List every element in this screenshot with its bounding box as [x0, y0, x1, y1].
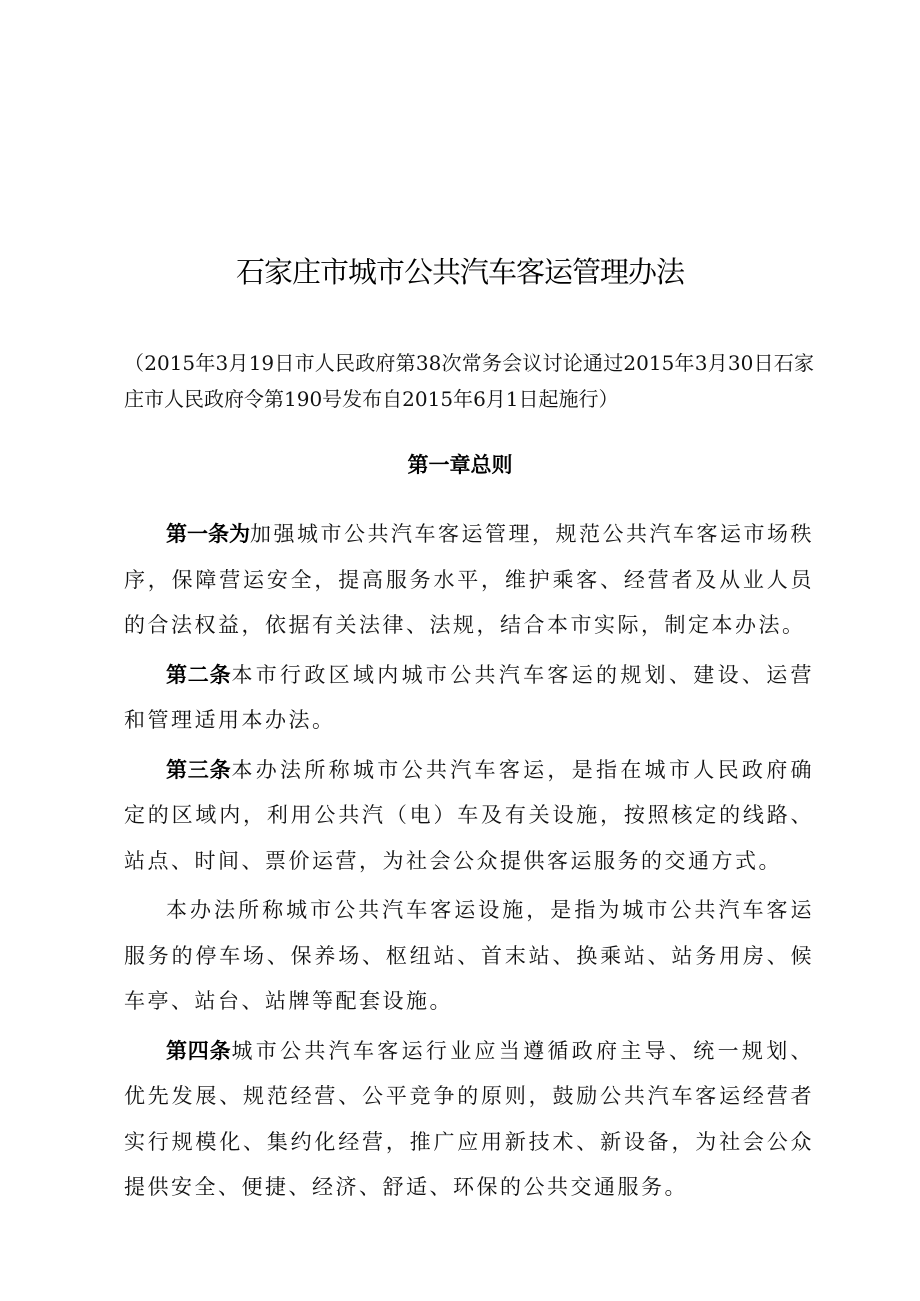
article-text: 本办法所称城市公共汽车客运，是指在城市人民政府确定的区域内，利用公共汽（电）车及有关设施，按照核定的线路、站点、时间、票价运营，为社会公众提供客运服务的交通方式。 [124, 757, 815, 873]
article-label: 第一条为 [166, 521, 250, 546]
article-3-paragraph-2 [124, 887, 814, 1025]
article-text: 城市公共汽车客运行业应当遵循政府主导、统一规划、优先发展、规范经营、公平竞争的原则，鼓励公共汽车客运经营者实行规模化、集约化经营，推广应用新技术、新设备，为社会公众提供安全、便捷、经济、舒适、环保的公共交通服务。 [124, 1038, 815, 1199]
article-text: 加强城市公共汽车客运管理，规范公共汽车客运市场秩序，保障营运安全，提高服务水平，维护乘客、经营者及从业人员的合法权益，依据有关法律、法规，结合本市实际，制定本办法。 [124, 522, 814, 637]
article-text: 本市行政区域内城市公共汽车客运的规划、建设、运营和管理适用本办法。 [124, 662, 815, 732]
document-body [124, 511, 814, 1214]
article-1 [124, 511, 814, 649]
article-3 [124, 747, 814, 885]
article-2 [124, 652, 814, 744]
article-label: 第三条 [166, 756, 232, 782]
article-label: 第四条 [166, 1037, 232, 1063]
article-label: 第二条 [166, 661, 232, 687]
enactment-note: （2015年3月19日市人民政府第38次常务会议讨论通过2015年3月30日石家庄市人民政府令第190号发布自2015年6月1日起施行） [124, 351, 814, 411]
article-text: 本办法所称城市公共汽车客运设施，是指为城市公共汽车客运服务的停车场、保养场、枢纽站、首末站、换乘站、站务用房、候车亭、站台、站牌等配套设施。 [124, 898, 814, 1013]
article-4 [124, 1028, 814, 1211]
document-title: 石家庄市城市公共汽车客运管理办法 [235, 255, 684, 289]
chapter-heading: 第一章总则 [407, 452, 513, 477]
